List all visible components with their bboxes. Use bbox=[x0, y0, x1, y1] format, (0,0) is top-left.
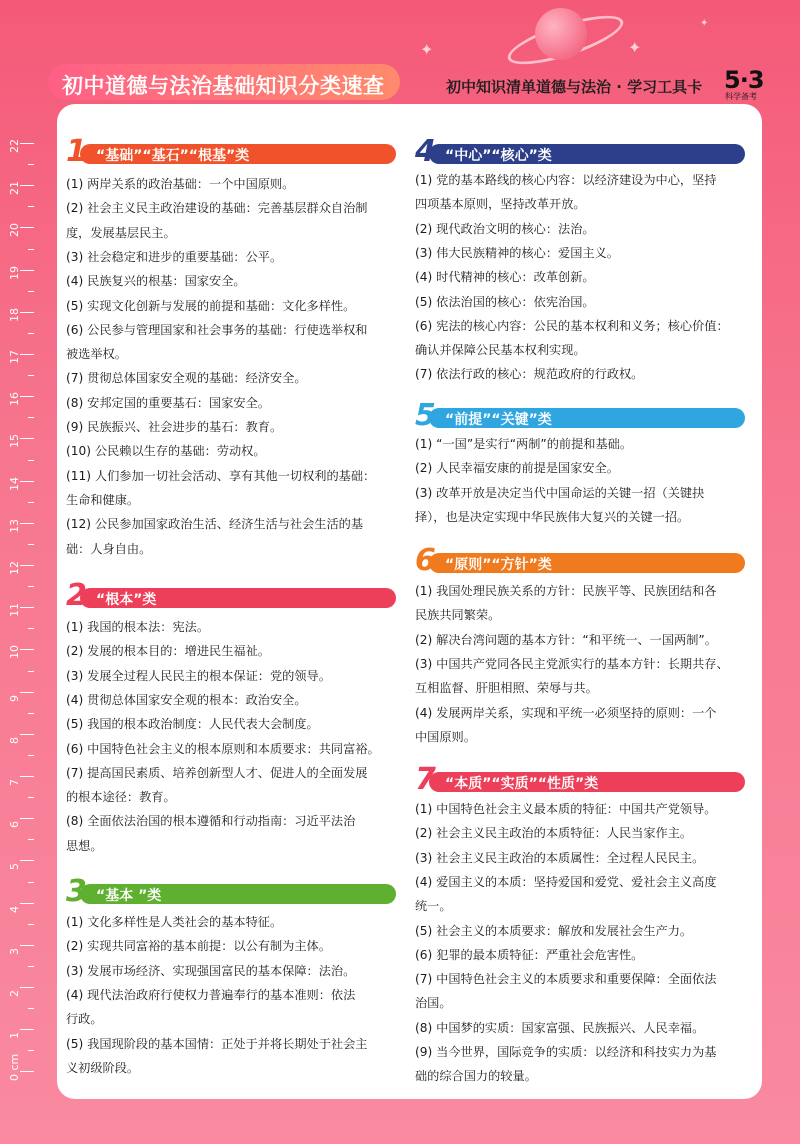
ruler-label: 2 bbox=[8, 990, 21, 997]
list-item: 思想。 bbox=[66, 838, 103, 853]
list-item: (4) 发展两岸关系，实现和平统一必须坚持的原则：一个 bbox=[415, 705, 717, 720]
ruler bbox=[0, 125, 40, 1082]
ruler-label: 9 bbox=[8, 694, 21, 702]
ruler-tick bbox=[28, 882, 34, 883]
ruler-label: 17 bbox=[8, 350, 21, 364]
list-item: (7) 依法行政的核心：规范政府的行政权。 bbox=[415, 367, 644, 382]
brand-tagline: 科学备考 bbox=[725, 92, 757, 101]
list-item: (8) 安邦定国的重要基石：国家安全。 bbox=[66, 395, 270, 410]
list-item: (3) 发展市场经济、实现强国富民的基本保障：法治。 bbox=[66, 963, 356, 978]
list-item: (2) 现代政治文明的核心：法治。 bbox=[415, 221, 595, 236]
ruler-label: 0 cm bbox=[8, 1054, 21, 1082]
list-item: (1) 我国处理民族关系的方针：民族平等、民族团结和各 bbox=[415, 584, 717, 598]
list-item: 义初级阶段。 bbox=[66, 1060, 140, 1075]
section-number: 7 bbox=[415, 762, 436, 797]
ruler-tick bbox=[20, 143, 34, 144]
list-item: (1) 文化多样性是人类社会的基本特征。 bbox=[66, 915, 283, 929]
list-item: (2) 社会主义民主政治建设的基础：完善基层群众自治制 bbox=[66, 201, 368, 216]
list-item: (1) 两岸关系的政治基础：一个中国原则。 bbox=[66, 177, 295, 191]
ruler-label: 14 bbox=[8, 476, 21, 491]
ruler-label: 4 bbox=[8, 905, 21, 913]
ruler-label: 16 bbox=[8, 392, 21, 407]
list-item: (7) 中国特色社会主义的本质要求和重要保障：全面依法 bbox=[415, 972, 717, 987]
list-item: (6) 宪法的核心内容：公民的基本权利和义务；核心价值： bbox=[415, 318, 729, 333]
section-header-2 bbox=[66, 578, 396, 613]
ruler-tick bbox=[20, 270, 34, 271]
list-item: (11) 人们参加一切社会活动、享有其他一切权利的基础： bbox=[66, 468, 376, 483]
section-header-1 bbox=[66, 134, 396, 169]
list-item: (2) 发展的根本目的：增进民生福祉。 bbox=[66, 644, 270, 659]
list-item: (3) 社会稳定和进步的重要基础：公平。 bbox=[66, 249, 283, 264]
section-title: “基本 ”类 bbox=[96, 888, 162, 904]
section-header-3 bbox=[66, 874, 396, 909]
list-item: (3) 改革开放是决定当代中国命运的关键一招（关键抉 bbox=[415, 485, 705, 500]
list-item: (8) 全面依法治国的根本遵循和行动指南：习近平法治 bbox=[66, 814, 356, 829]
ruler-tick bbox=[28, 628, 34, 629]
ruler-label: 21 bbox=[8, 181, 21, 196]
ruler-tick bbox=[28, 206, 34, 207]
ruler-tick bbox=[20, 734, 34, 735]
page-subtitle: 初中知识清单道德与法治 · 学习工具卡 bbox=[446, 78, 703, 96]
list-item: (4) 现代法治政府行使权力普遍奉行的基本准则：依法 bbox=[66, 987, 356, 1002]
list-item: 四项基本原则，坚持改革开放。 bbox=[415, 197, 586, 212]
ruler-label: 1 bbox=[8, 1032, 21, 1040]
list-item: (2) 解决台湾问题的基本方针：“和平统一、一国两制”。 bbox=[415, 632, 717, 647]
ruler-tick bbox=[28, 502, 34, 503]
list-item: 互相监督、肝胆相照、荣辱与共。 bbox=[415, 681, 598, 696]
list-item: (2) 实现共同富裕的基本前提：以公有制为主体。 bbox=[66, 939, 331, 954]
section-number: 3 bbox=[66, 874, 87, 909]
ruler-tick bbox=[20, 860, 34, 861]
list-item: 治国。 bbox=[415, 996, 452, 1011]
planet-decoration bbox=[535, 8, 587, 60]
list-item: (4) 民族复兴的根基：国家安全。 bbox=[66, 274, 246, 289]
list-item: 民族共同繁荣。 bbox=[415, 608, 501, 623]
ruler-tick bbox=[20, 945, 34, 946]
list-item: (5) 我国现阶段的基本国情：正处于并将长期处于社会主 bbox=[66, 1036, 368, 1051]
ruler-tick bbox=[28, 797, 34, 798]
ruler-tick bbox=[28, 1050, 34, 1051]
list-item: 生命和健康。 bbox=[66, 492, 140, 507]
section-title: “本质”“实质”“性质”类 bbox=[445, 776, 599, 792]
list-item: 择），也是决定实现中华民族伟大复兴的关键一招。 bbox=[415, 509, 690, 524]
ruler-tick bbox=[20, 438, 34, 439]
ruler-tick bbox=[28, 164, 34, 165]
ruler-tick bbox=[28, 755, 34, 756]
ruler-tick bbox=[28, 839, 34, 840]
list-item: (1) 中国特色社会主义最本质的特征：中国共产党领导。 bbox=[415, 802, 717, 816]
list-item: 统一。 bbox=[415, 899, 452, 914]
list-item: (6) 中国特色社会主义的根本原则和本质要求：共同富裕。 bbox=[66, 741, 380, 756]
ruler-tick bbox=[20, 523, 34, 524]
list-item: (1) 党的基本路线的核心内容：以经济建设为中心，坚持 bbox=[415, 173, 717, 187]
section-title: “基础”“基石”“根基”类 bbox=[96, 148, 250, 164]
ruler-tick bbox=[20, 312, 34, 313]
ruler-label: 13 bbox=[8, 518, 21, 533]
ruler-tick bbox=[28, 586, 34, 587]
list-item: (9) 民族振兴、社会进步的基石：教育。 bbox=[66, 420, 283, 434]
list-item: (6) 公民参与管理国家和社会事务的基础：行使选举权和 bbox=[66, 322, 368, 337]
ruler-tick bbox=[20, 354, 34, 355]
ruler-tick bbox=[28, 966, 34, 967]
ruler-label: 5 bbox=[8, 863, 21, 871]
star-icon: ✦ bbox=[420, 40, 434, 59]
ruler-tick bbox=[28, 375, 34, 376]
ruler-tick bbox=[20, 1029, 34, 1030]
ruler-tick bbox=[20, 776, 34, 777]
ruler-tick bbox=[20, 649, 34, 650]
list-item: (4) 贯彻总体国家安全观的根本：政治安全。 bbox=[66, 692, 307, 707]
ruler-tick bbox=[28, 671, 34, 672]
ruler-label: 8 bbox=[8, 736, 21, 744]
section-number: 6 bbox=[415, 543, 436, 578]
list-item: (4) 爱国主义的本质：坚持爱国和爱党、爱社会主义高度 bbox=[415, 874, 717, 889]
ruler-tick bbox=[20, 565, 34, 566]
brand-logo: 5·3 bbox=[724, 66, 764, 94]
ruler-tick bbox=[20, 987, 34, 988]
section-title: “中心”“核心”类 bbox=[445, 148, 552, 164]
list-item: (8) 中国梦的实质：国家富强、民族振兴、人民幸福。 bbox=[415, 1020, 705, 1035]
list-item: (5) 我国的根本政治制度：人民代表大会制度。 bbox=[66, 717, 319, 732]
list-item: (7) 贯彻总体国家安全观的基础：经济安全。 bbox=[66, 371, 307, 386]
star-icon: ✦ bbox=[700, 18, 709, 29]
list-item: (10) 公民赖以生存的基础：劳动权。 bbox=[66, 444, 266, 459]
ruler-tick bbox=[20, 818, 34, 819]
section-number: 5 bbox=[415, 398, 436, 433]
ruler-tick bbox=[28, 1008, 34, 1009]
ruler-label: 18 bbox=[8, 307, 21, 322]
list-item: (1) 我国的根本法：宪法。 bbox=[66, 620, 210, 634]
list-item: 础：人身自由。 bbox=[66, 541, 152, 556]
ruler-label: 19 bbox=[8, 265, 21, 280]
section-number: 4 bbox=[415, 134, 436, 169]
section-title: “前提”“关键”类 bbox=[445, 412, 552, 428]
list-item: (5) 实现文化创新与发展的前提和基础：文化多样性。 bbox=[66, 298, 356, 313]
ruler-label: 10 bbox=[8, 645, 21, 660]
star-icon: ✦ bbox=[628, 38, 642, 57]
section-header-5 bbox=[415, 398, 745, 433]
ruler-tick bbox=[20, 903, 34, 904]
section-title: “原则”“方针”类 bbox=[445, 557, 552, 573]
list-item: (12) 公民参加国家政治生活、经济生活与社会生活的基 bbox=[66, 517, 364, 532]
ruler-tick bbox=[20, 692, 34, 693]
list-item: 度，发展基层民主。 bbox=[66, 225, 176, 240]
list-item: (2) 社会主义民主政治的本质特征：人民当家作主。 bbox=[415, 826, 693, 841]
list-item: (4) 时代精神的核心：改革创新。 bbox=[415, 270, 595, 285]
ruler-tick bbox=[28, 249, 34, 250]
list-item: (3) 中国共产党同各民主党派实行的基本方针：长期共存、 bbox=[415, 656, 729, 671]
section-header-7 bbox=[415, 762, 745, 797]
section-header-6 bbox=[415, 543, 745, 578]
list-item: (5) 依法治国的核心：依宪治国。 bbox=[415, 294, 595, 309]
ruler-tick bbox=[28, 460, 34, 461]
ruler-tick bbox=[20, 396, 34, 397]
ruler-tick bbox=[20, 607, 34, 608]
section-title: “根本”类 bbox=[96, 592, 157, 608]
ruler-tick bbox=[28, 713, 34, 714]
ruler-tick bbox=[28, 333, 34, 334]
list-item: (7) 提高国民素质、培养创新型人才、促进人的全面发展 bbox=[66, 765, 368, 780]
list-item: (6) 犯罪的最本质特征：严重社会危害性。 bbox=[415, 947, 644, 962]
list-item: (3) 发展全过程人民民主的根本保证：党的领导。 bbox=[66, 668, 331, 683]
section-number: 2 bbox=[66, 578, 87, 613]
ruler-label: 3 bbox=[8, 947, 21, 955]
page-title: 初中道德与法治基础知识分类速查 bbox=[62, 74, 385, 98]
list-item: 被选举权。 bbox=[66, 347, 127, 362]
ruler-tick bbox=[20, 481, 34, 482]
ruler-label: 20 bbox=[8, 223, 21, 238]
list-item: 中国原则。 bbox=[415, 729, 476, 744]
ruler-label: 15 bbox=[8, 434, 21, 449]
ruler-label: 11 bbox=[8, 603, 21, 618]
list-item: 行政。 bbox=[66, 1012, 103, 1027]
section-header-4 bbox=[415, 134, 745, 169]
section-number: 1 bbox=[66, 134, 87, 169]
list-item: (9) 当今世界，国际竞争的实质：以经济和科技实力为基 bbox=[415, 1045, 717, 1059]
list-item: 础的综合国力的较量。 bbox=[415, 1069, 537, 1084]
list-item: 确认并保障公民基本权利实现。 bbox=[415, 343, 586, 358]
ruler-tick bbox=[28, 417, 34, 418]
ruler-tick bbox=[28, 924, 34, 925]
ruler-tick bbox=[20, 227, 34, 228]
list-item: (1) “一国”是实行“两制”的前提和基础。 bbox=[415, 437, 633, 451]
list-item: (5) 社会主义的本质要求：解放和发展社会生产力。 bbox=[415, 923, 693, 938]
ruler-tick bbox=[28, 544, 34, 545]
list-item: (2) 人民幸福安康的前提是国家安全。 bbox=[415, 461, 619, 476]
ruler-tick bbox=[20, 185, 34, 186]
ruler-tick bbox=[20, 1071, 34, 1072]
list-item: 的根本途径：教育。 bbox=[66, 790, 176, 805]
ruler-label: 6 bbox=[8, 821, 21, 829]
ruler-label: 22 bbox=[8, 139, 21, 153]
ruler-label: 7 bbox=[8, 779, 21, 786]
list-item: (3) 社会主义民主政治的本质属性：全过程人民民主。 bbox=[415, 850, 705, 865]
ruler-label: 12 bbox=[8, 561, 21, 575]
list-item: (3) 伟大民族精神的核心：爱国主义。 bbox=[415, 245, 619, 260]
ruler-tick bbox=[28, 291, 34, 292]
